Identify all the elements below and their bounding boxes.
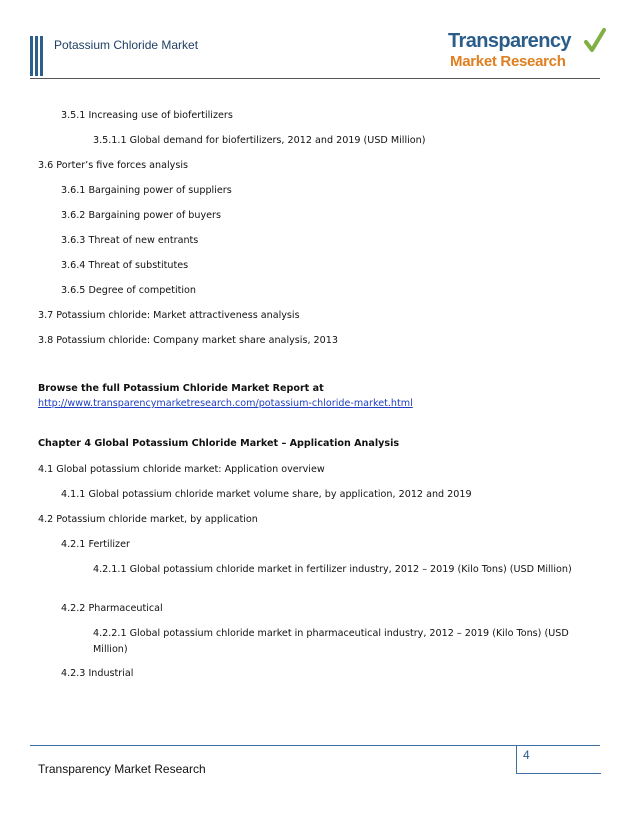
toc-entry-4-2-3: 4.2.3 Industrial [61,668,134,679]
toc-entry-3-5-1: 3.5.1 Increasing use of biofertilizers [61,110,233,121]
browse-label: Browse the full Potassium Chloride Market Report at [38,383,324,394]
toc-entry-3-6-4: 3.6.4 Threat of substitutes [61,260,189,271]
toc-entry-4-1-1: 4.1.1 Global potassium chloride market volume share, by application, 2012 and 2019 [61,489,472,500]
toc-entry-text: 4.2.2.1 Global potassium chloride market in pharmaceutical industry, 2012 – 2019 (Kilo Tons) (USD Million) [93,628,569,655]
logo-wordmark: Transparency [448,30,571,52]
toc-entry-3-6-3: 3.6.3 Threat of new entrants [61,235,199,246]
toc-entry-3-6-1: 3.6.1 Bargaining power of suppliers [61,185,232,196]
footer-company: Transparency Market Research [38,762,206,776]
header-title: Potassium Chloride Market [54,38,199,52]
chapter-heading: Chapter 4 Global Potassium Chloride Market – Application Analysis [38,438,400,449]
toc-entry-3-6-5: 3.6.5 Degree of competition [61,285,197,296]
report-link[interactable]: http://www.transparencymarketresearch.com/potassium-chloride-market.html [38,398,413,409]
toc-entry-3-6-2: 3.6.2 Bargaining power of buyers [61,210,221,221]
toc-entry-4-2: 4.2 Potassium chloride market, by application [38,514,258,525]
company-logo [448,26,608,76]
toc-entry-3-6: 3.6 Porter’s five forces analysis [38,160,188,171]
toc-entry-3-8: 3.8 Potassium chloride: Company market share analysis, 2013 [38,335,338,346]
header-divider [30,78,600,79]
checkmark-icon [584,28,606,54]
toc-entry-3-5-1-1: 3.5.1.1 Global demand for biofertilizers, 2012 and 2019 (USD Million) [93,135,426,146]
toc-entry-4-1: 4.1 Global potassium chloride market: Application overview [38,464,325,475]
footer-divider [30,745,600,746]
toc-entry-3-7: 3.7 Potassium chloride: Market attractiveness analysis [38,310,300,321]
toc-entry-4-2-1-1 [38,562,590,578]
toc-entry-4-2-2: 4.2.2 Pharmaceutical [61,603,163,614]
toc-entry-4-2-1: 4.2.1 Fertilizer [61,539,130,550]
page-number: 4 [523,748,530,762]
toc-entry-4-2-2-1 [38,626,590,658]
header-mark [30,36,44,76]
logo-subtitle: Market Research [450,53,566,70]
toc-entry-text: 4.2.1.1 Global potassium chloride market in fertilizer industry, 2012 – 2019 (Kilo Tons) (USD Million) [93,564,572,575]
